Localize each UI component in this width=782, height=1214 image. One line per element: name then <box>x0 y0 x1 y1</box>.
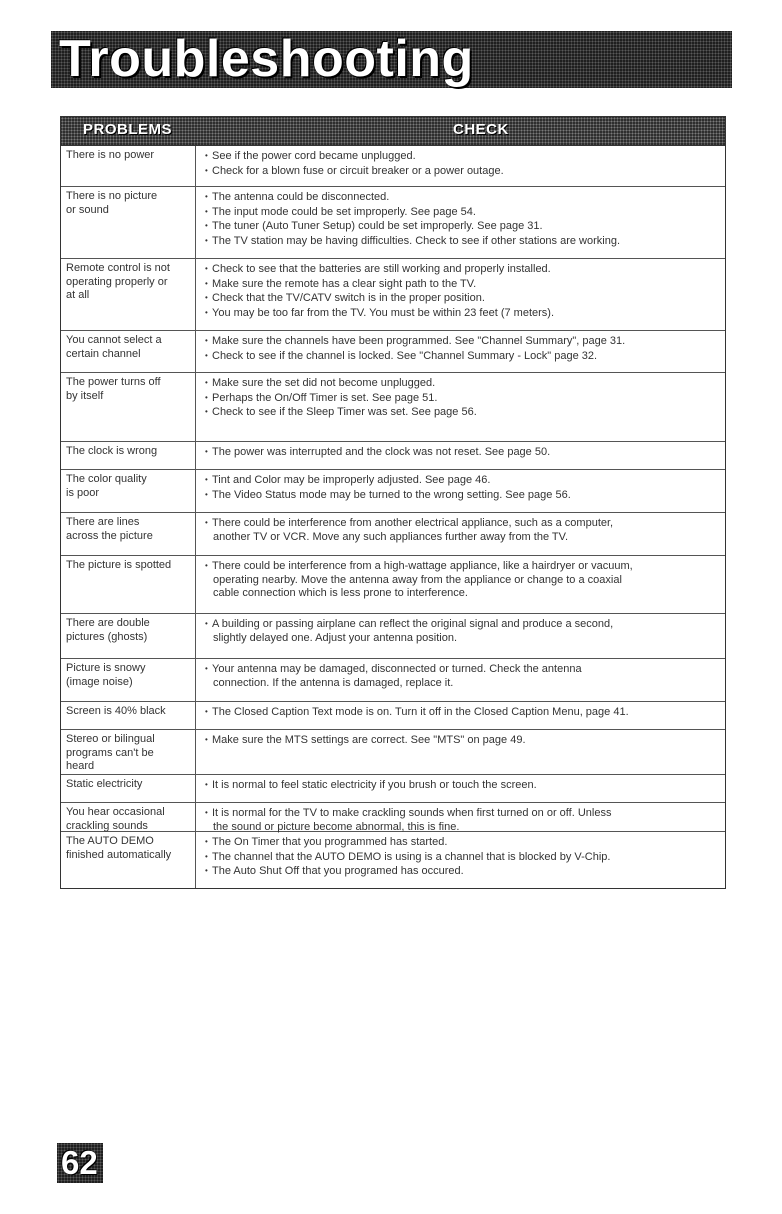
check-item: • There could be interference from a high-wattage appliance, like a hairdryer or vacuum, <box>205 559 719 574</box>
problem-text: The power turns off <box>66 376 161 388</box>
table-row <box>61 556 725 614</box>
check-cell <box>195 442 725 469</box>
check-item: • Make sure the set did not become unplugged. <box>205 376 719 391</box>
table-row <box>61 470 725 513</box>
table-row <box>61 730 725 775</box>
check-cell <box>195 259 725 330</box>
table-body <box>61 146 725 888</box>
table-row <box>61 146 725 187</box>
check-item-continued: the sound or picture become abnormal, this is fine. <box>213 820 460 833</box>
title-banner <box>51 31 732 88</box>
check-item: • The On Timer that you programmed has started. <box>205 835 719 850</box>
problem-text: Screen is 40% black <box>66 705 166 717</box>
check-item: • Check to see if the channel is locked. See "Channel Summary - Lock" page 32. <box>205 349 719 364</box>
check-item: • The Video Status mode may be turned to the wrong setting. See page 56. <box>205 488 719 503</box>
problem-text: or sound <box>66 203 109 216</box>
check-cell <box>195 373 725 441</box>
page-title: Troubleshooting <box>59 30 474 88</box>
problem-text: The clock is wrong <box>66 445 158 457</box>
table-row <box>61 614 725 659</box>
table-row <box>61 659 725 702</box>
problem-text: The picture is spotted <box>66 559 172 571</box>
problem-cell <box>61 331 195 361</box>
problem-cell <box>61 556 195 573</box>
check-cell <box>195 659 725 701</box>
problem-text: There is no picture <box>66 190 158 202</box>
problem-text: heard <box>66 760 95 772</box>
problem-cell <box>61 730 195 774</box>
check-item: • Tint and Color may be improperly adjusted. See page 46. <box>205 473 719 488</box>
problem-cell <box>61 146 195 163</box>
check-item: • Make sure the MTS settings are correct. See "MTS" on page 49. <box>205 733 719 748</box>
problem-text: The AUTO DEMO <box>66 835 154 847</box>
check-item: • Check to see that the batteries are still working and properly installed. <box>205 262 719 277</box>
table-row <box>61 442 725 470</box>
problem-text: across the picture <box>66 529 153 542</box>
check-item: • The channel that the AUTO DEMO is using is a channel that is blocked by V-Chip. <box>205 850 719 865</box>
check-item: • Make sure the remote has a clear sight path to the TV. <box>205 277 719 292</box>
table-row <box>61 513 725 556</box>
troubleshooting-table <box>60 116 726 889</box>
problem-cell <box>61 259 195 303</box>
problem-cell <box>61 803 195 833</box>
problem-text: The color quality <box>66 473 147 485</box>
problem-text: programs can't be <box>66 746 154 759</box>
check-item: • A building or passing airplane can reflect the original signal and produce a second, <box>205 617 719 632</box>
problem-text: You hear occasional <box>66 806 165 818</box>
check-cell <box>195 702 725 729</box>
problem-cell <box>61 470 195 500</box>
check-item: • See if the power cord became unplugged. <box>205 149 719 164</box>
problem-cell <box>61 513 195 543</box>
problem-cell <box>61 187 195 217</box>
problem-text: Static electricity <box>66 778 143 790</box>
problem-text: pictures (ghosts) <box>66 630 148 643</box>
table-row <box>61 775 725 803</box>
check-cell <box>195 187 725 258</box>
problem-cell <box>61 659 195 689</box>
check-item: • Your antenna may be damaged, disconnected or turned. Check the antenna <box>205 662 719 677</box>
check-cell <box>195 513 725 555</box>
problem-text: Remote control is not <box>66 262 170 274</box>
problem-text: (image noise) <box>66 675 133 688</box>
table-row <box>61 331 725 373</box>
table-row <box>61 187 725 259</box>
problem-cell <box>61 442 195 459</box>
problem-text: certain channel <box>66 347 141 360</box>
problem-text: Picture is snowy <box>66 662 146 674</box>
check-item-continued: connection. If the antenna is damaged, replace it. <box>213 676 454 689</box>
problem-cell <box>61 373 195 403</box>
check-item-continued: cable connection which is less prone to interference. <box>213 587 468 599</box>
check-cell <box>195 556 725 613</box>
check-item: • The Auto Shut Off that you programed has occured. <box>205 864 719 879</box>
check-item: • Perhaps the On/Off Timer is set. See page 51. <box>205 391 719 406</box>
check-item: • You may be too far from the TV. You must be within 23 feet (7 meters). <box>205 306 719 321</box>
problem-cell <box>61 702 195 719</box>
problem-text: There are double <box>66 617 150 629</box>
check-cell <box>195 775 725 802</box>
check-item: • It is normal for the TV to make crackling sounds when first turned on or off. Unless <box>205 806 719 821</box>
check-item: • Check to see if the Sleep Timer was set. See page 56. <box>205 405 719 420</box>
check-item: • There could be interference from another electrical appliance, such as a computer, <box>205 516 719 531</box>
table-row <box>61 259 725 331</box>
table-row <box>61 373 725 442</box>
page-number: 62 <box>61 1144 98 1181</box>
problem-text: finished automatically <box>66 848 172 861</box>
check-cell <box>195 614 725 658</box>
problem-cell <box>61 775 195 792</box>
problem-text: at all <box>66 289 90 301</box>
check-item: • The antenna could be disconnected. <box>205 190 719 205</box>
check-item-continued: operating nearby. Move the antenna away from the appliance or change to a coaxial <box>213 573 622 586</box>
header-problems: PROBLEMS <box>83 121 173 138</box>
table-row <box>61 803 725 832</box>
check-item: • Check for a blown fuse or circuit breaker or a power outage. <box>205 164 719 179</box>
check-item: • Check that the TV/CATV switch is in the proper position. <box>205 291 719 306</box>
check-item: • The power was interrupted and the clock was not reset. See page 50. <box>205 445 719 460</box>
table-row <box>61 832 725 888</box>
check-item: • It is normal to feel static electricity if you brush or touch the screen. <box>205 778 719 793</box>
problem-text: There are lines <box>66 516 140 528</box>
check-item: • The TV station may be having difficulties. Check to see if other stations are working. <box>205 234 719 249</box>
check-cell <box>195 331 725 372</box>
check-cell <box>195 730 725 774</box>
header-check: CHECK <box>453 121 509 138</box>
check-cell <box>195 803 725 831</box>
problem-text: You cannot select a <box>66 334 162 346</box>
problem-text: Stereo or bilingual <box>66 733 155 745</box>
problem-text: by itself <box>66 389 104 402</box>
problem-text: There is no power <box>66 149 155 161</box>
check-item: • The Closed Caption Text mode is on. Turn it off in the Closed Caption Menu, page 41. <box>205 705 719 720</box>
problem-text: crackling sounds <box>66 819 148 832</box>
table-header <box>61 117 725 146</box>
check-item-continued: slightly delayed one. Adjust your antenna position. <box>213 631 457 644</box>
check-cell <box>195 470 725 512</box>
table-row <box>61 702 725 730</box>
problem-text: is poor <box>66 486 100 499</box>
check-item: • The tuner (Auto Tuner Setup) could be set improperly. See page 31. <box>205 219 719 234</box>
check-item: • Make sure the channels have been programmed. See "Channel Summary", page 31. <box>205 334 719 349</box>
check-cell <box>195 832 725 888</box>
problem-text: operating properly or <box>66 275 168 288</box>
problem-cell <box>61 832 195 862</box>
check-cell <box>195 146 725 186</box>
problem-cell <box>61 614 195 644</box>
page-number-box <box>57 1143 103 1183</box>
check-item: • The input mode could be set improperly. See page 54. <box>205 205 719 220</box>
check-item-continued: another TV or VCR. Move any such appliances further away from the TV. <box>213 530 569 543</box>
